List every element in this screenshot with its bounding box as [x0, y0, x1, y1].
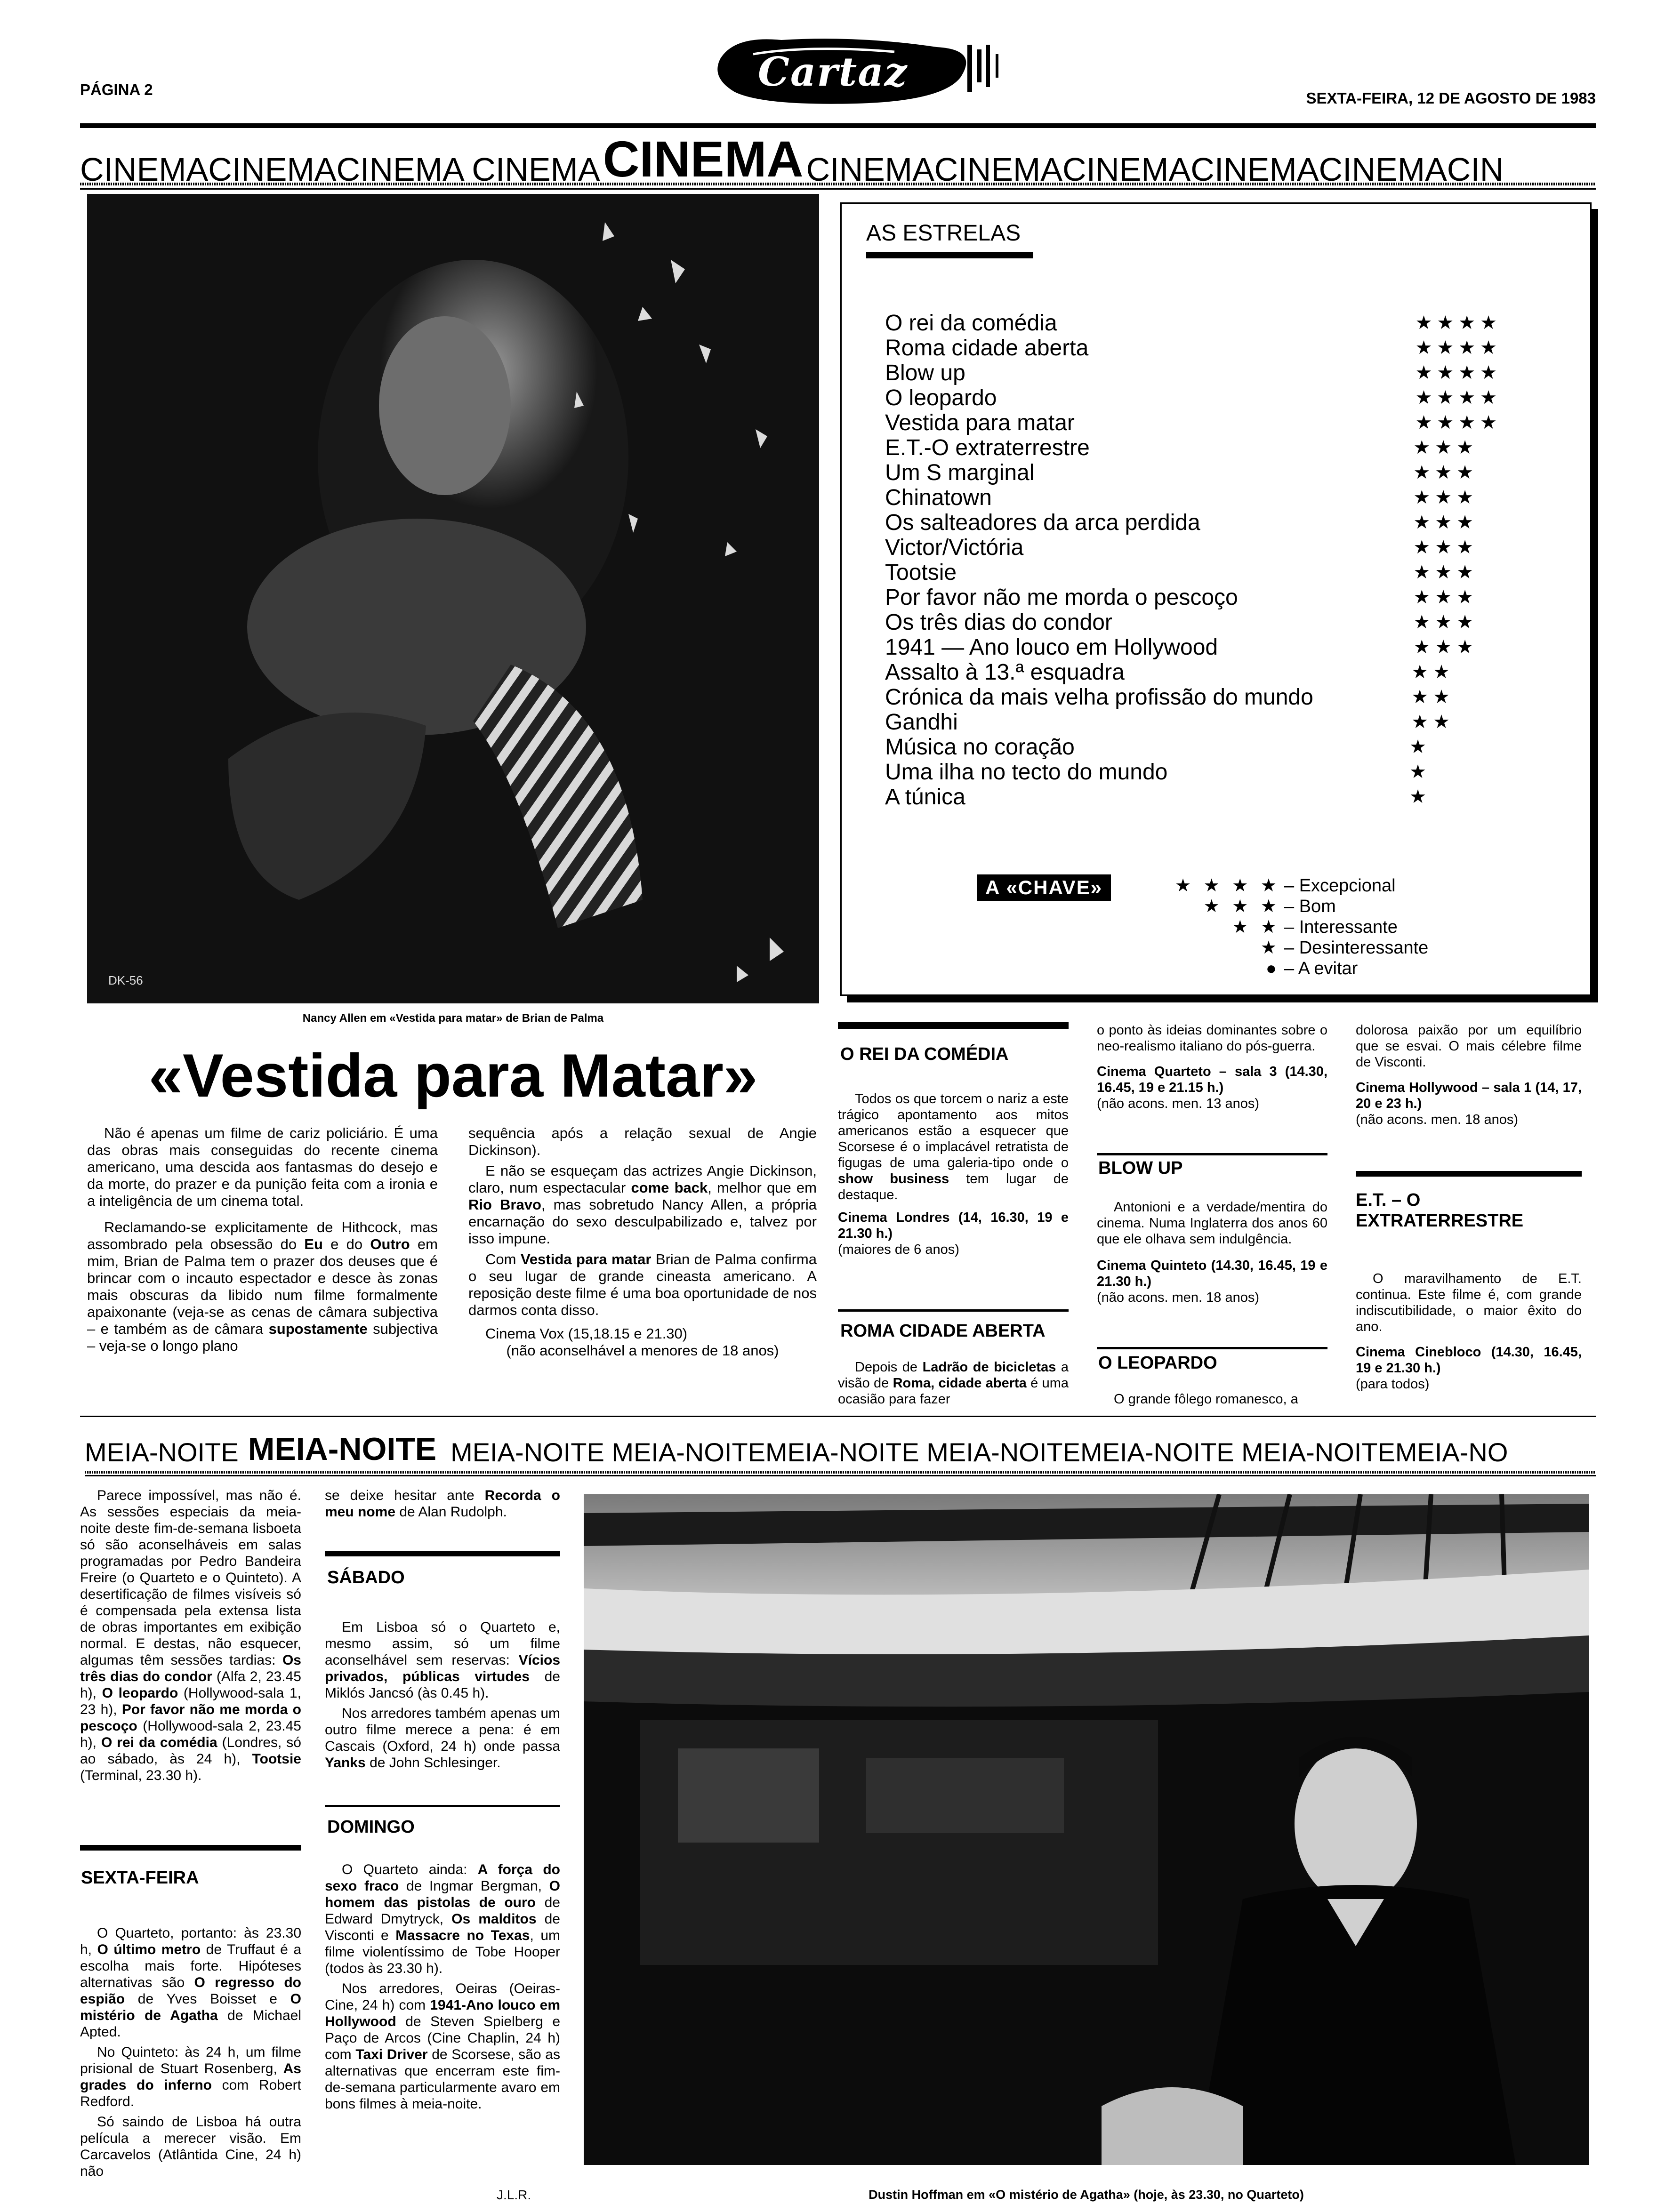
vestida-col2	[468, 1125, 817, 1363]
banner-meia-big: MEIA-NOITE	[248, 1431, 437, 1467]
vestida-para-2: Reclamando-se explicitamente de Hithcock, mas assombrado pela obsessão do Eu e do Outro em mim, Brian de Palma tem o prazer dos deuses que é brincar com o incauto espectador e desce às zonas mais obscuras da libido num filme formalmente apaixonante (veja-se as cenas de câmara subjectiva – e também as de câmara supostamente subjectiva – veja-se o longo plano	[87, 1219, 438, 1354]
estrela-row: Roma cidade aberta ★★★★	[885, 336, 1502, 361]
logo-text: Cartaz	[758, 48, 908, 95]
sexta-rule	[80, 1845, 301, 1851]
rei-title: O REI DA COMÉDIA	[840, 1044, 1009, 1064]
star-rating: ★★★	[1413, 437, 1478, 458]
banner-rule-bottom	[80, 188, 1596, 190]
star-rating: ★★★	[1413, 487, 1478, 508]
meia-col1-intro: Parece impossível, mas não é. As sessões especiais da meia-noite deste fim-de-semana lisboeta só são aconselháveis em salas programadas por Pedro Bandeira Freire (o Quarteto e o Quinteto). A desertificação de filmes visíveis só é compensada pela extensa lista de obras importantes em exibição normal. E destas, não esquecer, algumas têm sessões tardias: Os três dias do condor (Alfa 2, 23.45 h), O leopardo (Hollywood-sala 1, 23 h), Por favor não me morda o pescoço (Hollywood-sala 2, 23.45 h), O rei da comédia (Londres, só ao sábado, às 24 h), Tootsie (Terminal, 23.30 h).	[80, 1488, 301, 1783]
banner-underline	[80, 183, 1596, 185]
star-rating: ★★★	[1413, 512, 1478, 533]
star-rating: ★★★	[1413, 462, 1478, 483]
estrela-row: Um S marginal ★★★	[885, 460, 1502, 485]
vestida-col1	[87, 1125, 438, 1358]
chave-legend	[1167, 875, 1428, 979]
leo-listing: Cinema Hollywood – sala 1 (14, 17, 20 e 23 h.)	[1356, 1080, 1582, 1111]
star-rating: ★★★★	[1415, 313, 1502, 333]
estrelas-title: AS ESTRELAS	[866, 221, 1021, 246]
blow-listing: Cinema Quinteto (14.30, 16.45, 19 e 21.30 h.)	[1097, 1258, 1327, 1289]
cinema-banner	[80, 129, 1596, 181]
rei-rule	[838, 1022, 1069, 1029]
star-rating: ★★★	[1413, 587, 1478, 608]
leo-title: O LEOPARDO	[1098, 1353, 1217, 1373]
key-row: ★ – Desinteressante	[1260, 938, 1429, 958]
estrela-row: Vestida para matar ★★★★	[885, 410, 1502, 435]
star-rating: ★★★	[1413, 612, 1478, 633]
banner-cinema-small: CINEMACINEMACINEMA CINEMA	[80, 151, 600, 181]
star-rating: ★★	[1411, 687, 1455, 707]
et-listing: Cinema Cinebloco (14.30, 16.45, 19 e 21.30 h.)	[1356, 1345, 1582, 1376]
key-row: ★ ★ ★ ★ – Excepcional	[1175, 876, 1396, 896]
vestida-rating: (não aconselhável a menores de 18 anos)	[506, 1342, 779, 1359]
banner-cinema-rest: CINEMACINEMACINEMACINEMACINEMACIN	[806, 151, 1504, 181]
leo-text: O grande fôlego romanesco, a	[1114, 1392, 1298, 1407]
domingo-rule	[325, 1805, 560, 1807]
estrela-row: Os três dias do condor ★★★	[885, 610, 1502, 635]
sexta-text: O Quarteto, portanto: às 23.30 h, O último metro de Truffaut é a escolha mais forte. Hipóteses alternativas são O regresso do espião de Yves Boisset e O mistério de Agatha de Michael Apted. No Quinteto: às 24 h, um filme prisional de Stuart Rosenberg, As grades do inferno com Robert Redford. Só saindo de Lisboa há outra película a merecer visão. Em Carcavelos (Atlântida Cine, 24 h) não	[80, 1925, 302, 2179]
et-title: E.T. – O EXTRATERRESTRE	[1356, 1190, 1524, 1231]
banner-meia-small: MEIA-NOITE	[85, 1437, 239, 1467]
star-rating: ★★★	[1413, 537, 1478, 558]
key-row: ★ ★ ★ – Bom	[1203, 897, 1336, 916]
roma-note: (não acons. men. 13 anos)	[1097, 1096, 1259, 1111]
rei-text: Todos os que torcem o nariz a este trágico apontamento aos mitos americanos estão a esquecer que Scorsese é o implacável retratista de figugas de uma galeria-tipo onde o show business tem lugar de destaque. Cinema Londres (14, 16.30, 19 e 21.30 h.) (maiores de 6 anos)	[838, 1091, 1069, 1257]
vestida-para-3: sequência após a relação sexual de Angie Dickinson).	[468, 1125, 817, 1158]
header-rule	[80, 123, 1596, 128]
estrela-row: Victor/Victória ★★★	[885, 535, 1502, 560]
photo-marking: DK-56	[108, 973, 143, 987]
et-note: (para todos)	[1356, 1377, 1430, 1392]
estrela-row: Chinatown ★★★	[885, 485, 1502, 510]
vestida-para-4: E não se esqueçam das actrizes Angie Dickinson, claro, num espectacular come back, melhor que em Rio Bravo, mas sobretudo Nancy Allen, a própria encarnação do sexo desculpabilizado e, talvez por isso impune.	[468, 1162, 817, 1247]
page-date: SEXTA-FEIRA, 12 DE AGOSTO DE 1983	[1306, 89, 1596, 107]
leo-rule	[1097, 1347, 1327, 1349]
key-row: ● – A evitar	[1266, 959, 1358, 978]
meia-col2-top: se deixe hesitar ante Recorda o meu nome de Alan Rudolph.	[325, 1488, 560, 1520]
estrelas-title-rule	[866, 252, 1033, 258]
estrelas-list	[885, 311, 1502, 809]
rei-note: (maiores de 6 anos)	[838, 1242, 959, 1257]
blow-text: Antonioni e a verdade/mentira do cinema. Numa Inglaterra dos anos 60 que ele olhava sem indulgência. Cinema Quinteto (14.30, 16.45, 19 e 21.30 h.) (não acons. men. 18 anos)	[1097, 1200, 1327, 1305]
star-rating: ★★★★	[1415, 362, 1502, 383]
star-rating: ★	[1409, 737, 1431, 757]
et-rule	[1356, 1171, 1582, 1177]
star-rating: ★	[1409, 786, 1431, 807]
meia-photo-caption: Dustin Hoffman em «O mistério de Agatha» (hoje, às 23.30, no Quarteto)	[869, 2188, 1304, 2202]
meia-banner	[85, 1431, 1596, 1468]
estrela-row: Assalto à 13.ª esquadra ★★	[885, 660, 1502, 685]
estrela-row: Os salteadores da arca perdida ★★★	[885, 510, 1502, 535]
star-rating: ★★★★	[1415, 412, 1502, 433]
blow-title: BLOW UP	[1098, 1158, 1183, 1178]
domingo-text: O Quarteto ainda: A força do sexo fraco de Ingmar Bergman, O homem das pistolas de ouro de Edward Dmytryck, Os malditos de Visconti e Massacre no Texas, um filme violentíssimo de Tobe Hooper (todos às 23.30 h). Nos arredores, Oeiras (Oeiras-Cine, 24 h) com 1941-Ano louco em Hollywood de Steven Spielberg e Paço de Arcos (Cine Chaplin, 24 h) com Taxi Driver de Scorsese, são as alternativas que encerram este fim-de-semana particularmente avaro em bons filmes à meia-noite.	[325, 1862, 561, 2112]
leo-cont: dolorosa paixão por um equilíbrio que se esvai. O mais célebre filme de Visconti. Cinema Hollywood – sala 1 (14, 17, 20 e 23 h.) (não acons. men. 18 anos)	[1356, 1023, 1582, 1127]
vestida-para-5: Com Vestida para matar Brian de Palma confirma o seu lugar de grande cineasta americano. A reposição deste filme é uma boa oportunidade de nos darmos conta disso.	[468, 1251, 817, 1318]
roma-title: ROMA CIDADE ABERTA	[840, 1321, 1046, 1341]
sabado-title: SÁBADO	[327, 1568, 405, 1587]
main-photo-caption: Nancy Allen em «Vestida para matar» de Brian de Palma	[302, 1012, 604, 1025]
star-rating: ★★★★	[1415, 387, 1502, 408]
sabado-rule	[325, 1551, 560, 1556]
vestida-para-1: Não é apenas um filme de cariz policiário. É uma das obras mais conseguidas do recente cinema americano, uma descida aos fantasmas do desejo e da morte, do prazer e da punição feita com a ironia e a inteligência de um cinema total.	[87, 1125, 438, 1209]
roma-text: Depois de Ladrão de bicicletas a visão de Roma, cidade aberta é uma ocasião para fazer	[838, 1360, 1069, 1407]
estrela-row: Tootsie ★★★	[885, 560, 1502, 585]
meia-top-rule	[80, 1416, 1596, 1417]
estrela-row: A túnica ★	[885, 785, 1502, 809]
sabado-text: Em Lisboa só o Quarteto e, mesmo assim, só um filme aconselhável sem reservas: Vícios privados, públicas virtudes de Miklós Jancsó (às 0.45 h). Nos arredores também apenas um outro filme merece a pena: é em Cascais (Oxford, 24 h) onde passa Yanks de John Schlesinger.	[325, 1619, 560, 1771]
estrela-row: Crónica da mais velha profissão do mundo ★★	[885, 685, 1502, 710]
meia-banner-rule	[85, 1475, 1596, 1476]
star-rating: ★★	[1411, 662, 1455, 682]
et-text: O maravilhamento de E.T. continua. Este filme é, com grande indiscutibilidade, o maior êxito do ano. Cinema Cinebloco (14.30, 16.45, 19 e 21.30 h.) (para todos)	[1356, 1271, 1582, 1392]
main-photo	[87, 194, 819, 1003]
estrela-row: Uma ilha no tecto do mundo ★	[885, 760, 1502, 785]
banner-cinema-big: CINEMA	[603, 130, 804, 181]
blow-rule	[1097, 1153, 1327, 1155]
star-rating: ★★★★	[1415, 337, 1502, 358]
banner-meia-rest: MEIA-NOITE MEIA-NOITEMEIA-NOITE MEIA-NOITEMEIA-NOITE MEIA-NOITEMEIA-NO	[450, 1437, 1508, 1467]
estrela-row: O leopardo ★★★★	[885, 385, 1502, 410]
estrela-row: O rei da comédia ★★★★	[885, 311, 1502, 336]
estrela-row: Gandhi ★★	[885, 710, 1502, 735]
star-rating: ★★★	[1413, 562, 1478, 583]
vestida-headline: «Vestida para Matar»	[148, 1041, 758, 1110]
key-row: ★ ★ – Interessante	[1232, 917, 1398, 937]
star-rating: ★★★	[1413, 637, 1478, 657]
meia-banner-underline	[85, 1471, 1596, 1474]
roma-listing: Cinema Quarteto – sala 3 (14.30, 16.45, 19 e 21.15 h.)	[1097, 1064, 1327, 1095]
estrela-row: Música no coração ★	[885, 735, 1502, 760]
rei-listing: Cinema Londres (14, 16.30, 19 e 21.30 h.)	[838, 1210, 1069, 1241]
sexta-title: SEXTA-FEIRA	[81, 1868, 199, 1888]
roma-cont: o ponto às ideias dominantes sobre o neo-realismo italiano do pós-guerra. Cinema Quarteto – sala 3 (14.30, 16.45, 19 e 21.15 h.) (não acons. men. 13 anos)	[1097, 1023, 1327, 1111]
blow-note: (não acons. men. 18 anos)	[1097, 1290, 1259, 1305]
leo-note: (não acons. men. 18 anos)	[1356, 1112, 1518, 1127]
domingo-title: DOMINGO	[327, 1817, 415, 1837]
estrela-row: E.T.-O extraterrestre ★★★	[885, 435, 1502, 460]
roma-rule	[838, 1309, 1069, 1312]
masthead-logo	[716, 26, 1003, 108]
page-label: PÁGINA 2	[80, 81, 153, 98]
meia-photo	[584, 1494, 1589, 2165]
estrela-row: Por favor não me morda o pescoço ★★★	[885, 585, 1502, 610]
estrela-row: 1941 — Ano louco em Hollywood ★★★	[885, 635, 1502, 660]
star-rating: ★	[1409, 761, 1431, 782]
chave-label: A «CHAVE»	[977, 874, 1111, 901]
estrela-row: Blow up ★★★★	[885, 361, 1502, 385]
star-rating: ★★	[1411, 712, 1455, 732]
vestida-cinema: Cinema Vox (15,18.15 e 21.30)	[485, 1325, 688, 1342]
signature: J.L.R.	[497, 2188, 531, 2202]
